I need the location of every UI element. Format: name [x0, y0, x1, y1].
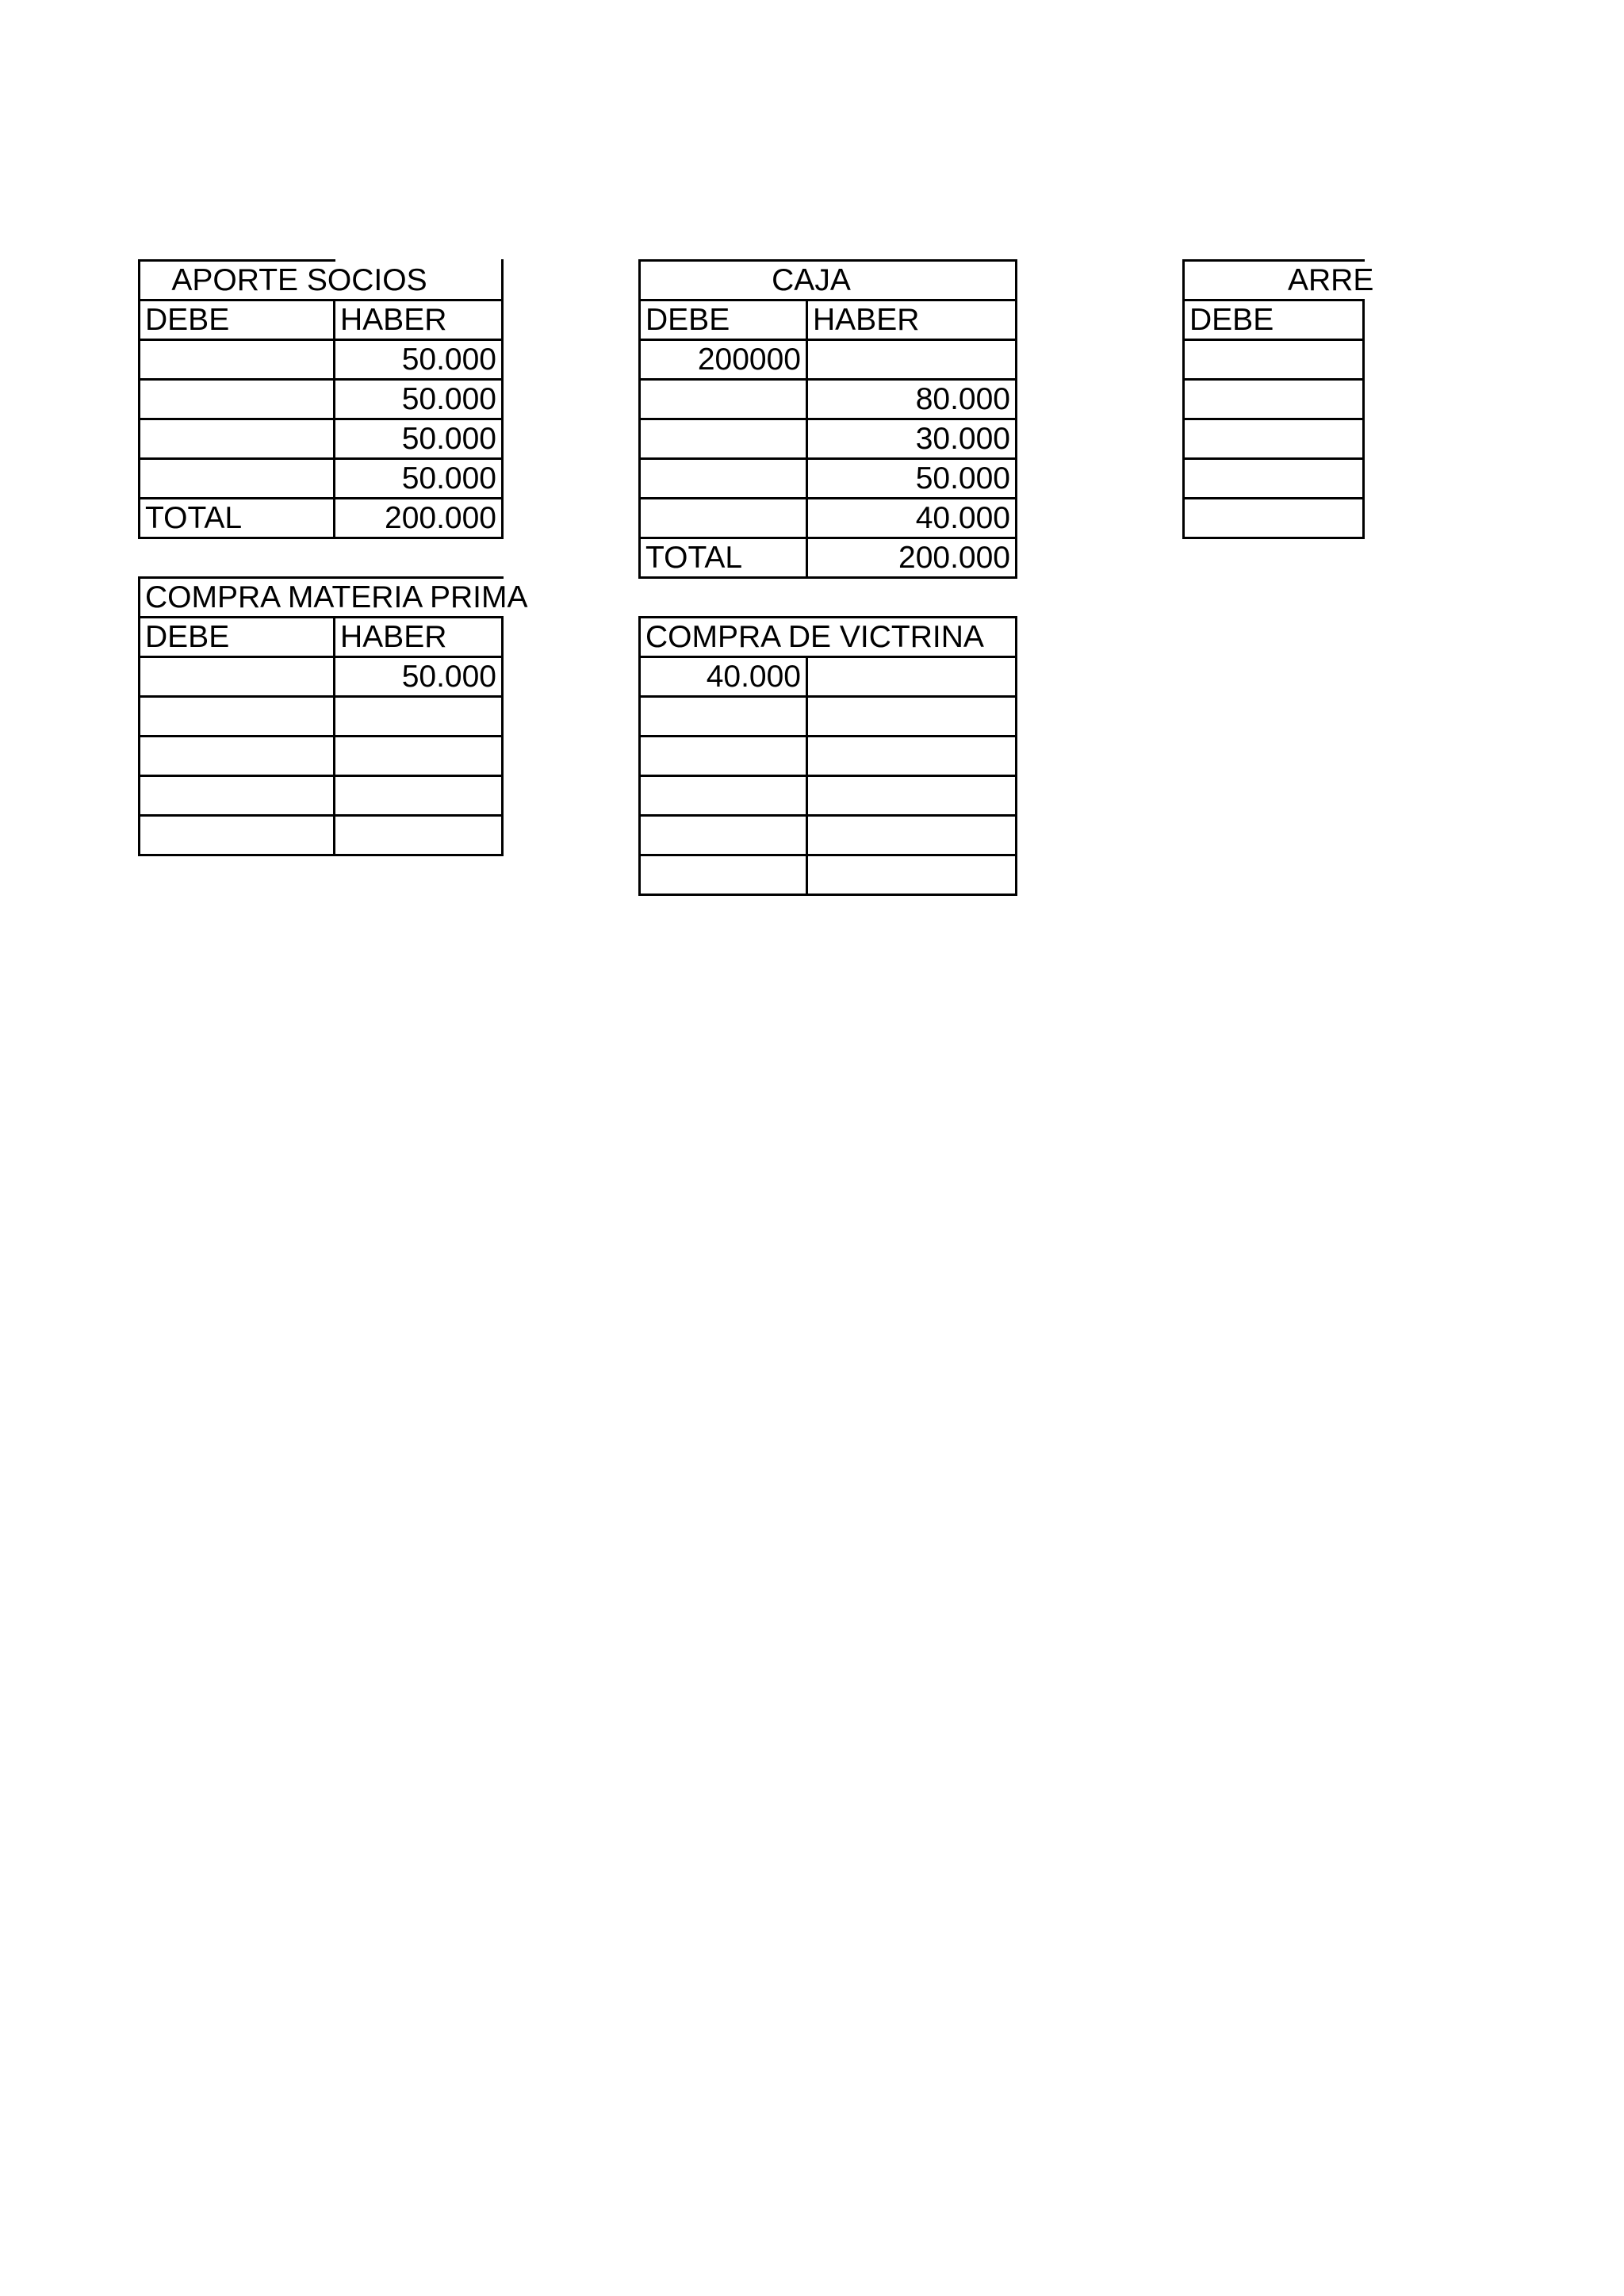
grid-line	[806, 656, 808, 896]
grid-line	[138, 854, 504, 856]
grid-line	[138, 695, 504, 698]
debe-header: DEBE	[1189, 303, 1274, 337]
ledger-title: COMPRA DE VICTRINA	[645, 620, 984, 654]
clip-region	[1185, 262, 1374, 299]
grid-line	[638, 735, 1017, 737]
debe-header: DEBE	[145, 303, 230, 337]
grid-line	[138, 775, 504, 777]
grid-line	[1182, 378, 1365, 381]
debe-value: 40.000	[706, 660, 801, 694]
grid-line	[638, 814, 1017, 817]
grid-line	[1182, 339, 1365, 341]
grid-line	[638, 695, 1017, 698]
total-value: 200.000	[385, 501, 496, 535]
grid-line	[1182, 418, 1365, 420]
haber-header: HABER	[340, 303, 447, 337]
grid-line	[138, 814, 504, 817]
haber-value: 80.000	[915, 382, 1010, 416]
debe-header: DEBE	[145, 620, 230, 654]
grid-line	[638, 894, 1017, 896]
grid-line	[1182, 457, 1365, 460]
haber-value: 50.000	[401, 382, 496, 416]
ledger-title: ARRE	[1288, 263, 1374, 297]
grid-line	[501, 616, 504, 856]
grid-line	[638, 576, 1017, 579]
haber-value: 50.000	[401, 461, 496, 496]
debe-value: 200000	[697, 342, 801, 377]
total-label: TOTAL	[145, 501, 243, 535]
grid-line	[1362, 299, 1365, 539]
haber-value: 40.000	[915, 501, 1010, 535]
total-value: 200.000	[898, 541, 1010, 575]
haber-value: 50.000	[401, 422, 496, 456]
grid-line	[1015, 616, 1017, 896]
grid-line	[638, 854, 1017, 856]
grid-line	[1182, 497, 1365, 499]
grid-line	[638, 775, 1017, 777]
haber-header: HABER	[813, 303, 920, 337]
grid-line	[138, 537, 504, 539]
haber-header: HABER	[340, 620, 447, 654]
grid-line	[138, 735, 504, 737]
ledger-title: APORTE SOCIOS	[171, 263, 427, 297]
debe-header: DEBE	[645, 303, 730, 337]
haber-value: 50.000	[401, 660, 496, 694]
haber-value: 30.000	[915, 422, 1010, 456]
ledger-title: COMPRA MATERIA PRIMA	[145, 580, 528, 614]
grid-line	[1182, 537, 1365, 539]
grid-line	[1015, 259, 1017, 579]
total-label: TOTAL	[645, 541, 743, 575]
grid-line	[501, 259, 504, 539]
ledger-title: CAJA	[772, 263, 851, 297]
haber-value: 50.000	[401, 342, 496, 377]
haber-value: 50.000	[915, 461, 1010, 496]
